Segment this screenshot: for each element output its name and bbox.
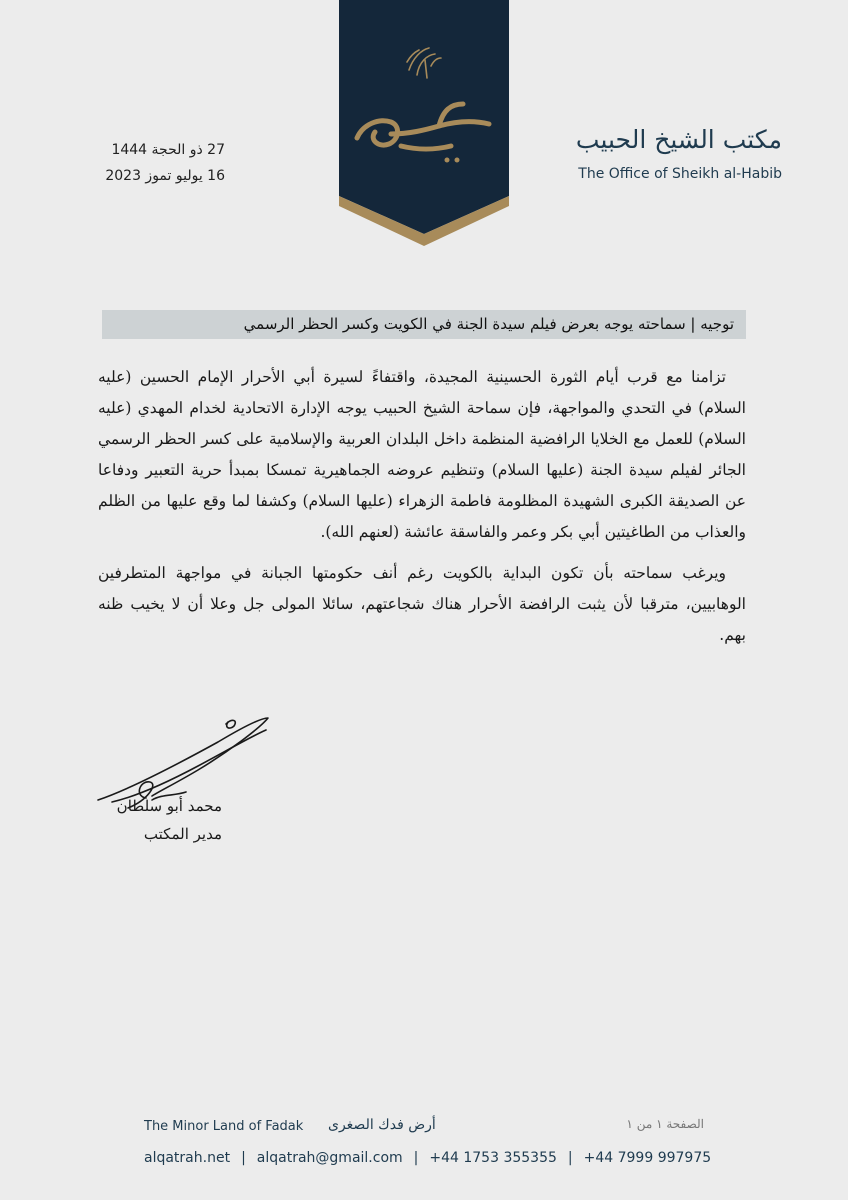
separator: | <box>413 1150 419 1166</box>
footer-contact-row <box>144 1150 714 1166</box>
date-gregorian: 16 يوليو تموز 2023 <box>105 168 225 184</box>
body-paragraph: تزامنا مع قرب أيام الثورة الحسينية المجيدة، واقتفاءً لسيرة أبي الأحرار الإمام الحسين (عليه السلام) في التحدي والمواجهة، فإن سماحة الشيخ الحبيب يوجه الإدارة الاتحادية لخدام المهدي (عليه السلام) للعمل مع الخلايا الرافضية المنظمة داخل البلدان العربية والإسلامية على كسر الحظر الرسمي الجائر لفيلم سيدة الجنة (عليها السلام) وتنظيم عروضه الجماهيرية تمسكا بمبدأ حرية التعبير ودفاعا عن الصديقة الكبرى الشهيدة المظلومة فاطمة الزهراء (عليها السلام) وكشفا لما وقع عليها من الظلم والعذاب من الطاغيتين أبي بكر وعمر والفاسقة عائشة (لعنهم الله). <box>98 368 746 541</box>
email-link[interactable]: alqatrah@gmail.com <box>256 1150 403 1166</box>
date-block <box>95 137 225 189</box>
footer-land-arabic: أرض فدك الصغرى <box>328 1117 436 1133</box>
letter-body <box>98 362 746 661</box>
calligraphy-emblem-icon <box>339 0 509 246</box>
body-paragraph: ويرغب سماحته بأن تكون البداية بالكويت رغم أنف حكومتها الجبانة في مواجهة المتطرفين الوهابيين، مترقبا لأن يثبت الرافضة الأحرار هناك شجاعتهم، سائلا المولى جل وعلا أن لا يخيب ظنه بهم. <box>98 564 746 644</box>
page-number: الصفحة ١ من ١ <box>626 1117 704 1131</box>
header-banner <box>339 0 509 246</box>
signatory-name: محمد أبو سلطان <box>116 797 222 815</box>
office-name-english: The Office of Sheikh al-Habib <box>578 166 782 182</box>
office-name-arabic: مكتب الشيخ الحبيب <box>575 125 782 154</box>
phone-2[interactable]: +44 7999 997975 <box>583 1150 712 1166</box>
phone-1[interactable]: +44 1753 355355 <box>429 1150 557 1166</box>
separator: | <box>241 1150 246 1166</box>
signatory-title: مدير المكتب <box>143 825 222 843</box>
footer-land-english: The Minor Land of Fadak <box>144 1119 304 1134</box>
footer-address-row <box>144 1117 704 1139</box>
separator: | <box>567 1150 573 1166</box>
office-block <box>542 120 782 182</box>
subject-bar: توجيه | سماحته يوجه بعرض فيلم سيدة الجنة في الكويت وكسر الحظر الرسمي <box>102 310 746 339</box>
website-link[interactable]: alqatrah.net <box>144 1150 231 1166</box>
signature-block <box>92 792 222 848</box>
date-hijri: 27 ذو الحجة 1444 <box>111 142 225 158</box>
